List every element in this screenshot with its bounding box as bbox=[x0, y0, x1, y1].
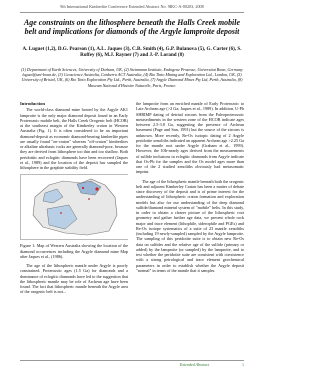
figure-1-caption: Figure 1: Map of Western Australia showing the location of the diamond occurrences including the Argyle diamond mine Map after Jaques et al., (1986). bbox=[20, 243, 128, 259]
australia-map-graphic bbox=[21, 175, 128, 239]
section-heading-introduction: Introduction bbox=[20, 101, 45, 106]
argyle-mine-marker bbox=[95, 188, 98, 191]
footer-center: Extended Abstract bbox=[179, 362, 210, 367]
conference-header: 9th International Kimberlite Conference Extended Abstract No. 9IKC-A-00203, 2008 bbox=[60, 4, 204, 9]
paper-title: Age constraints on the lithosphere beneath the Halls Creek mobile belt and implications for diamonds of the Argyle lamproite deposit bbox=[24, 18, 240, 36]
page-number: 1 bbox=[241, 362, 244, 367]
figure-1-map bbox=[20, 174, 128, 240]
page-footer bbox=[20, 362, 244, 367]
diamond-occurrence-marker bbox=[88, 198, 90, 200]
footer-divider bbox=[20, 360, 244, 361]
left-column bbox=[20, 101, 128, 295]
introduction-paragraph-1: The world-class diamond mine hosted by the Argyle AK1 lamproite is the only major diamond deposit found in an Early Proterozoic mobile belt, the Halls Creek Orogenic belt (HCOB) at the southeast margin of the Kimberley craton in Western Australia (Fig. 1). It is often considered to be an important diamond-deposit as economic diamond-bearing kimberlite pipes are usually found "on-craton" whereas "off-craton" kimberlites or alkaline ultrabasic rocks are generally diamond-poor, because they are derived from lithosphere too thin and too shallow. Both peridotitic and eclogitic diamonds have been recovered (Jaques et al., 1989) and the location of the deposit has sampled the lithosphere in the graphite stability field. bbox=[20, 107, 128, 170]
ellendale-marker bbox=[82, 187, 84, 189]
right-paragraph-1: the lamproite from an enriched mantle of Early Proterozoic to Late Archean age (>2 Ga; Jaques et al., 1989). In addition, U-Pb SHRIMP dating of detrital zircons from the Paleoproterozoic metasediments in the western zone of the HCOB indicate ages between 2.5-3.8 Ga, suggesting the presence of Archean basement (Page and Sun, 1991) but the source of the zircons is unknown. More recently, Re-Os isotopic dating of 2 Argyle peridotite xenoliths indicated an apparent Archean age >2.25 Ga for the mantle root under Argyle (Graham et al., 1999). However, the 10Ir-nearly ages derived from the measurements of sulfide inclusions in eclogitic diamonds from Argyle indicate that Os-Pb for the samples and the Os model ages more than one of the 2 studied xenoliths obviously had metasomatic imprint. bbox=[136, 101, 244, 175]
paper-authors: A. Luguet (1,2), D.G. Pearson (1), A.L. Jaques (3), C.B. Smith (4), G.P. Bulanova (5), G. Carter (6), S. Roffey (6), M.J. Rayner (7) and J.-P. Lorand (8) bbox=[22, 46, 242, 59]
introduction-paragraph-2: The age of the lithospheric mantle under Argyle is poorly constrained. Proterozoic ages (1.5 Ga) for diamonds and a dominance of eclogitic diamonds have led to the suggestion that the lithospheric mantle may be role of Archean age have been found. The fact that lithospheric mantle beneath the Argyle area of the orogenic belt is not... bbox=[20, 263, 128, 295]
right-paragraph-2: The age of the lithospheric mantle beneath both the orogenic belt and adjacent Kimberley Craton has been a matter of debate since discovery of the deposit and is of prime interest for the understanding of lithospheric craton formation and exploration models but also for our understanding of the deep diamond sulfide/diamond mineral system of "mobile" belts. In this study, in order to obtain a clearer picture of the lithospheric root geometry and gather further age data, we present whole rock major and trace element (lithophile, siderophile and PGEs) and Re-Os isotope systematics of a suite of 23 mantle xenoliths (including 19 newly-sampled) sampled by the Argyle lamproite. The sampling of this peridotite suite is to obtain new Re-Os data on sulfides and the relative age of the sulfide (primary or added) by the lamproite (or sampled) by the lamproite, and to test whether the peridotite suite are consistent with coexistence with a strong petrological and trace element geochemical parameters in order to establish whether the Argyle deposit "normal" in terms of the mantle that it samples. bbox=[136, 178, 244, 273]
right-column bbox=[136, 101, 244, 273]
header-divider bbox=[20, 12, 244, 13]
paper-affiliations: (1) Department of Earth Sciences, University of Durham, UK, (2) Steinmann Institute, Endogene Prozesse, Universitat Bonn, Germany luguet@uni-bonn.de, (3) Geoscience Australia, Canberra ACT Australia, (4) Bio Tinto Mining and Exploration Ltd., London, UK, (5) University of Bristol, UK, (6) Rio Tinto Exploration Pty Ltd., Perth, Australia, (7) Argyle Diamond Mines Pty Ltd, Perth, Australia, (8) Museum National d'Histoire Naturelle, Paris, France. bbox=[21, 67, 243, 88]
diamond-occurrence-marker bbox=[60, 212, 62, 214]
